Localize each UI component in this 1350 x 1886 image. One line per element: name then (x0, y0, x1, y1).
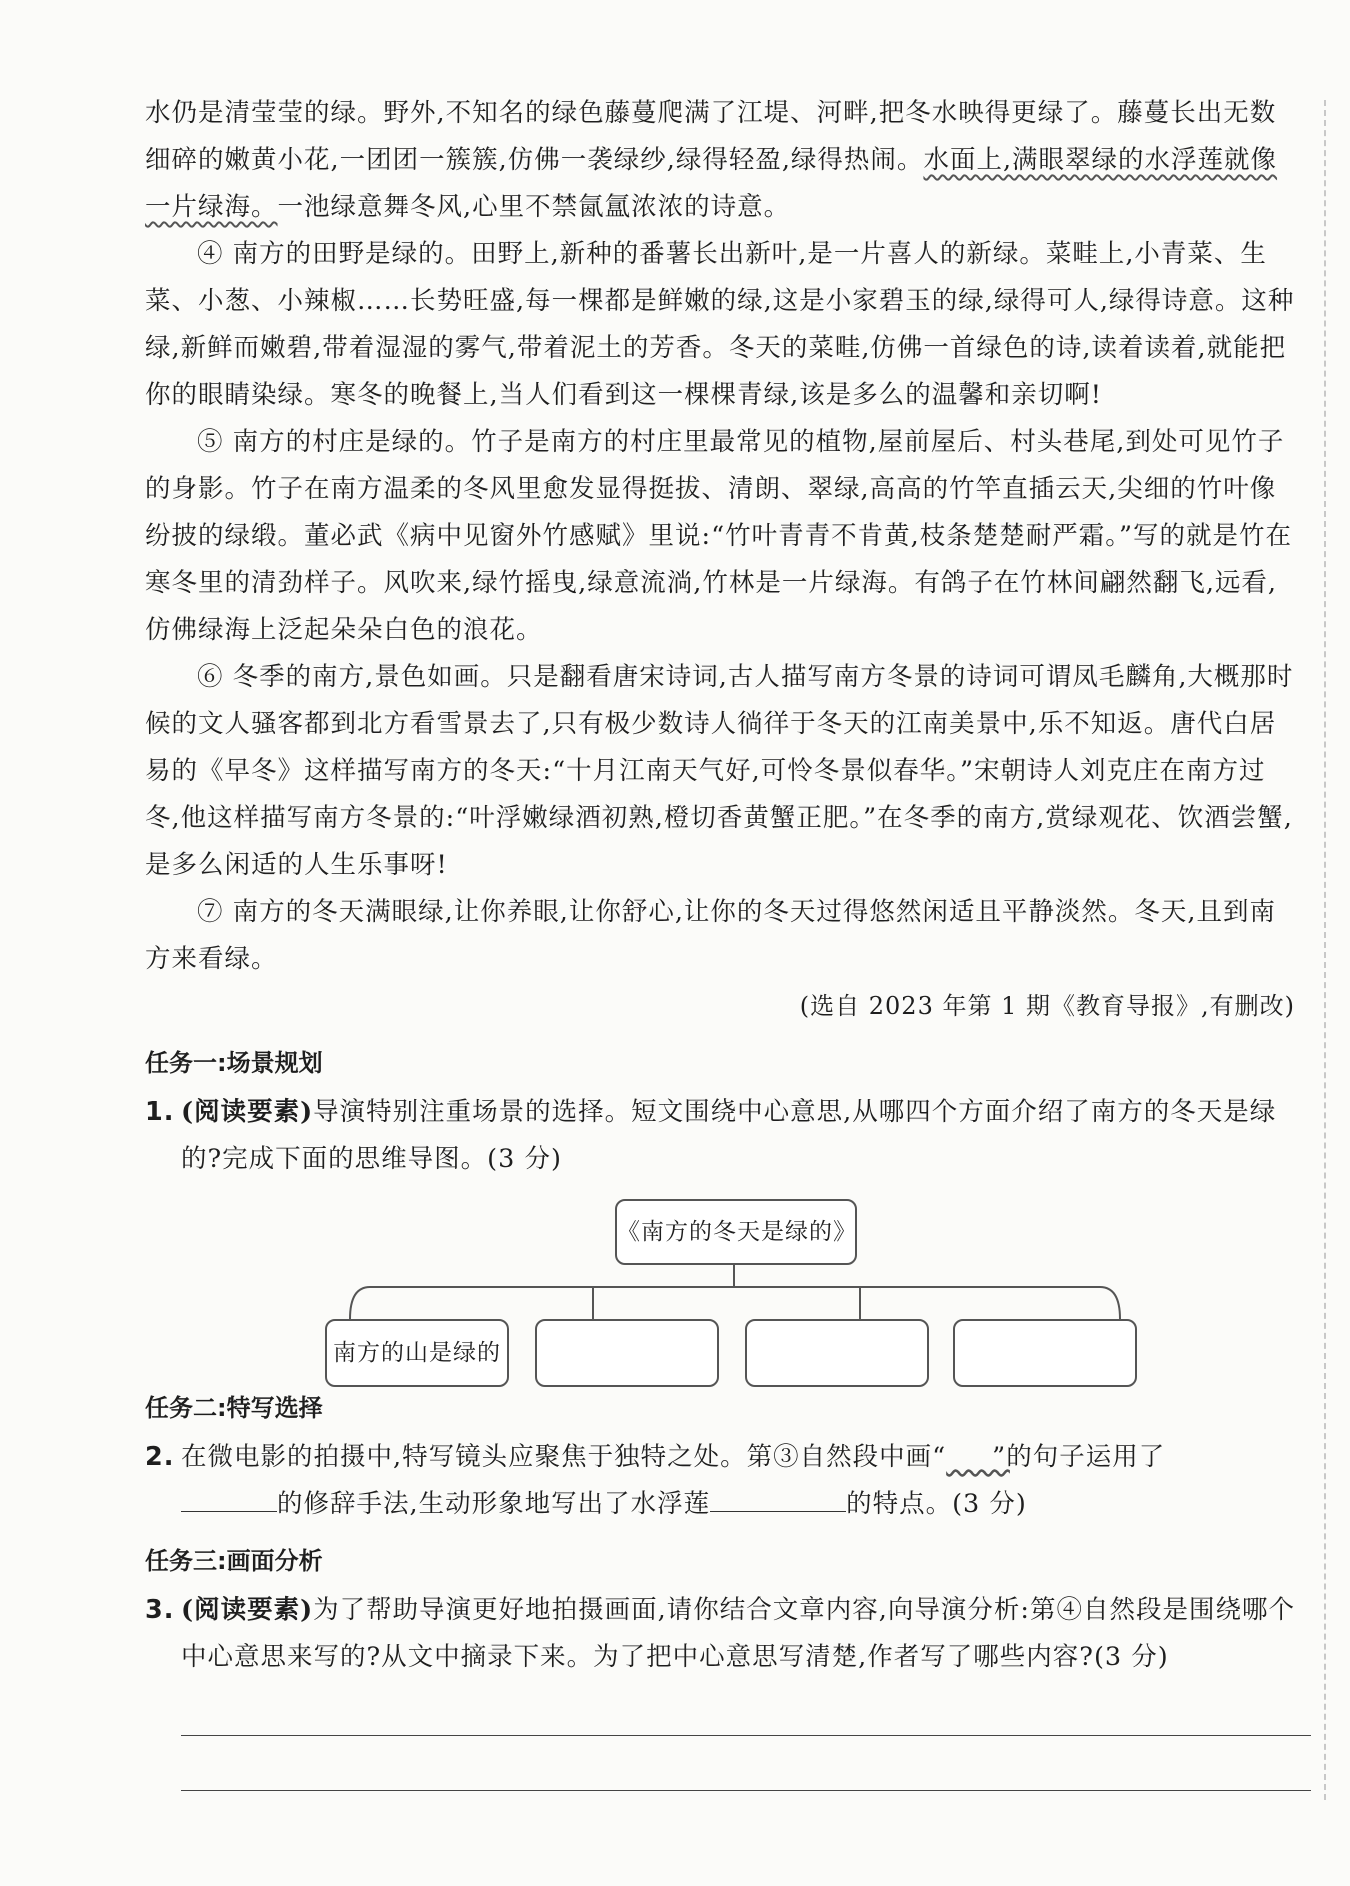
question-2-text-c: 的修辞手法,生动形象地写出了水浮莲 (277, 1489, 711, 1519)
p3-text-a: 水仍是清莹莹的绿。野外,不知名的绿色藤蔓爬满了江堤、河畔,把冬水映得更绿了。藤蔓长出无数细碎的嫩黄小花,一团团一簇簇,仿佛一袭绿纱,绿得轻盈,绿得热闹。 (145, 98, 1277, 175)
answer-line-1[interactable] (181, 1681, 1311, 1736)
task1-title: 任务一:场景规划 (145, 1049, 323, 1077)
question-3 (145, 1587, 1295, 1791)
mind-map (145, 1195, 1295, 1375)
task3-title: 任务三:画面分析 (145, 1547, 323, 1575)
mind-map-branch-2-answer[interactable] (535, 1319, 719, 1387)
question-2-text-a: 在微电影的拍摄中,特写镜头应聚焦于独特之处。第③自然段中画“ (181, 1442, 947, 1472)
mind-map-root: 《南方的冬天是绿的》 (615, 1199, 857, 1265)
answer-line-2[interactable] (181, 1736, 1311, 1791)
question-2-text-d: 的特点。(3 分) (846, 1489, 1027, 1519)
question-2 (145, 1434, 1295, 1528)
question-2-text-b: ”的句子运用了 (992, 1442, 1166, 1472)
question-1-text: 导演特别注重场景的选择。短文围绕中心意思,从哪四个方面介绍了南方的冬天是绿的?完成下面的思维导图。(3 分) (181, 1097, 1277, 1174)
question-2-number: 2. (145, 1442, 175, 1472)
rhetoric-answer-blank[interactable] (181, 1481, 277, 1512)
paragraph-3-continued (145, 90, 1295, 231)
question-3-text: 为了帮助导演更好地拍摄画面,请你结合文章内容,向导演分析:第④自然段是围绕哪个中心意思来写的?从文中摘录下来。为了把中心意思写清楚,作者写了哪些内容?(3 分) (181, 1595, 1295, 1672)
mind-map-branch-3-answer[interactable] (745, 1319, 929, 1387)
worksheet-content (145, 90, 1295, 1791)
binding-dashed-line (1324, 100, 1326, 1800)
mind-map-branch-4-answer[interactable] (953, 1319, 1137, 1387)
p3-underlined-sentence: 水面上,满眼翠绿的水浮莲就像一片绿海。 (145, 145, 1278, 222)
question-3-tag: (阅读要素) (181, 1595, 314, 1625)
question-3-number: 3. (145, 1595, 175, 1625)
paragraph-4: ④ 南方的田野是绿的。田野上,新种的番薯长出新叶,是一片喜人的新绿。菜畦上,小青菜、生菜、小葱、小辣椒……长势旺盛,每一棵都是鲜嫩的绿,这是小家碧玉的绿,绿得可人,绿得诗意。这种绿,新鲜而嫩碧,带着湿湿的雾气,带着泥土的芳香。冬天的菜畦,仿佛一首绿色的诗,读着读着,就能把你的眼睛染绿。寒冬的晚餐上,当人们看到这一棵棵青绿,该是多么的温馨和亲切啊! (145, 239, 1295, 410)
task2-title: 任务二:特写选择 (145, 1394, 323, 1422)
paragraph-6: ⑥ 冬季的南方,景色如画。只是翻看唐宋诗词,古人描写南方冬景的诗词可谓凤毛麟角,大概那时候的文人骚客都到北方看雪景去了,只有极少数诗人徜徉于冬天的江南美景中,乐不知返。唐代白居易的《早冬》这样描写南方的冬天:“十月江南天气好,可怜冬景似春华。”宋朝诗人刘克庄在南方过冬,他这样描写南方冬景的:“叶浮嫩绿酒初熟,橙切香黄蟹正肥。”在冬季的南方,赏绿观花、饮酒尝蟹,是多么闲适的人生乐事呀! (145, 662, 1294, 880)
feature-answer-blank[interactable] (710, 1481, 846, 1512)
question-1-number: 1. (145, 1097, 175, 1127)
paragraph-5: ⑤ 南方的村庄是绿的。竹子是南方的村庄里最常见的植物,屋前屋后、村头巷尾,到处可见竹子的身影。竹子在南方温柔的冬风里愈发显得挺拔、清朗、翠绿,高高的竹竿直插云天,尖细的竹叶像纷披的绿缎。董必武《病中见窗外竹感赋》里说:“竹叶青青不肯黄,枝条楚楚耐严霜。”写的就是竹在寒冬里的清劲样子。风吹来,绿竹摇曳,绿意流淌,竹林是一片绿海。有鸽子在竹林间翩然翻飞,远看,仿佛绿海上泛起朵朵白色的浪花。 (145, 427, 1293, 645)
wavy-mark-sample (946, 1434, 992, 1460)
source-citation: (选自 2023 年第 1 期《教育导报》,有删改) (799, 992, 1295, 1020)
paragraph-7: ⑦ 南方的冬天满眼绿,让你养眼,让你舒心,让你的冬天过得悠然闲适且平静淡然。冬天,且到南方来看绿。 (145, 897, 1277, 974)
p3-text-b: 一池绿意舞冬风,心里不禁氤氲浓浓的诗意。 (277, 192, 791, 222)
question-1-tag: (阅读要素) (181, 1097, 314, 1127)
question-1 (145, 1089, 1295, 1183)
mind-map-branch-1: 南方的山是绿的 (325, 1319, 509, 1387)
